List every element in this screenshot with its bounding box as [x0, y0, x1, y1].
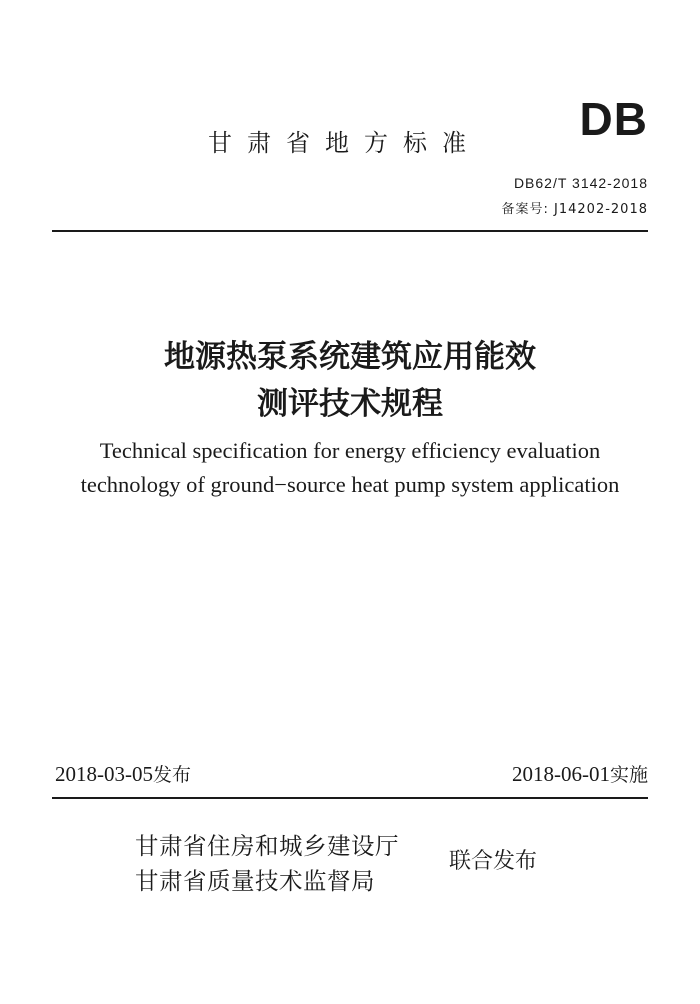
issue-label: 发布 [153, 764, 192, 786]
issue-date [55, 764, 191, 785]
implement-date [512, 764, 648, 785]
issue-date-value: 2018-03-05 [55, 762, 153, 786]
title-cn-line2: 测评技术规程 [257, 386, 443, 422]
filing-number: 备案号: J14202-2018 [501, 202, 648, 217]
top-divider [52, 230, 648, 232]
implement-date-value: 2018-06-01 [511, 762, 610, 786]
issuer-line2: 甘肃省质量技术监督局 [135, 867, 375, 895]
standard-number: DB62/T 3142-2018 [513, 175, 648, 191]
bottom-divider [52, 797, 648, 799]
title-en-line2: technology of ground−source heat pump system application [80, 472, 620, 497]
title-en-line1: Technical specification for energy efficiency evaluation [99, 438, 601, 463]
db-mark: DB [579, 93, 648, 145]
issuer-line1: 甘肃省住房和城乡建设厅 [135, 832, 399, 860]
joint-release-label: 联合发布 [449, 849, 538, 874]
standard-type-heading: 甘肃省地方标准 [208, 129, 481, 157]
implement-label: 实施 [609, 764, 648, 786]
title-cn-line1: 地源热泵系统建筑应用能效 [164, 339, 536, 375]
